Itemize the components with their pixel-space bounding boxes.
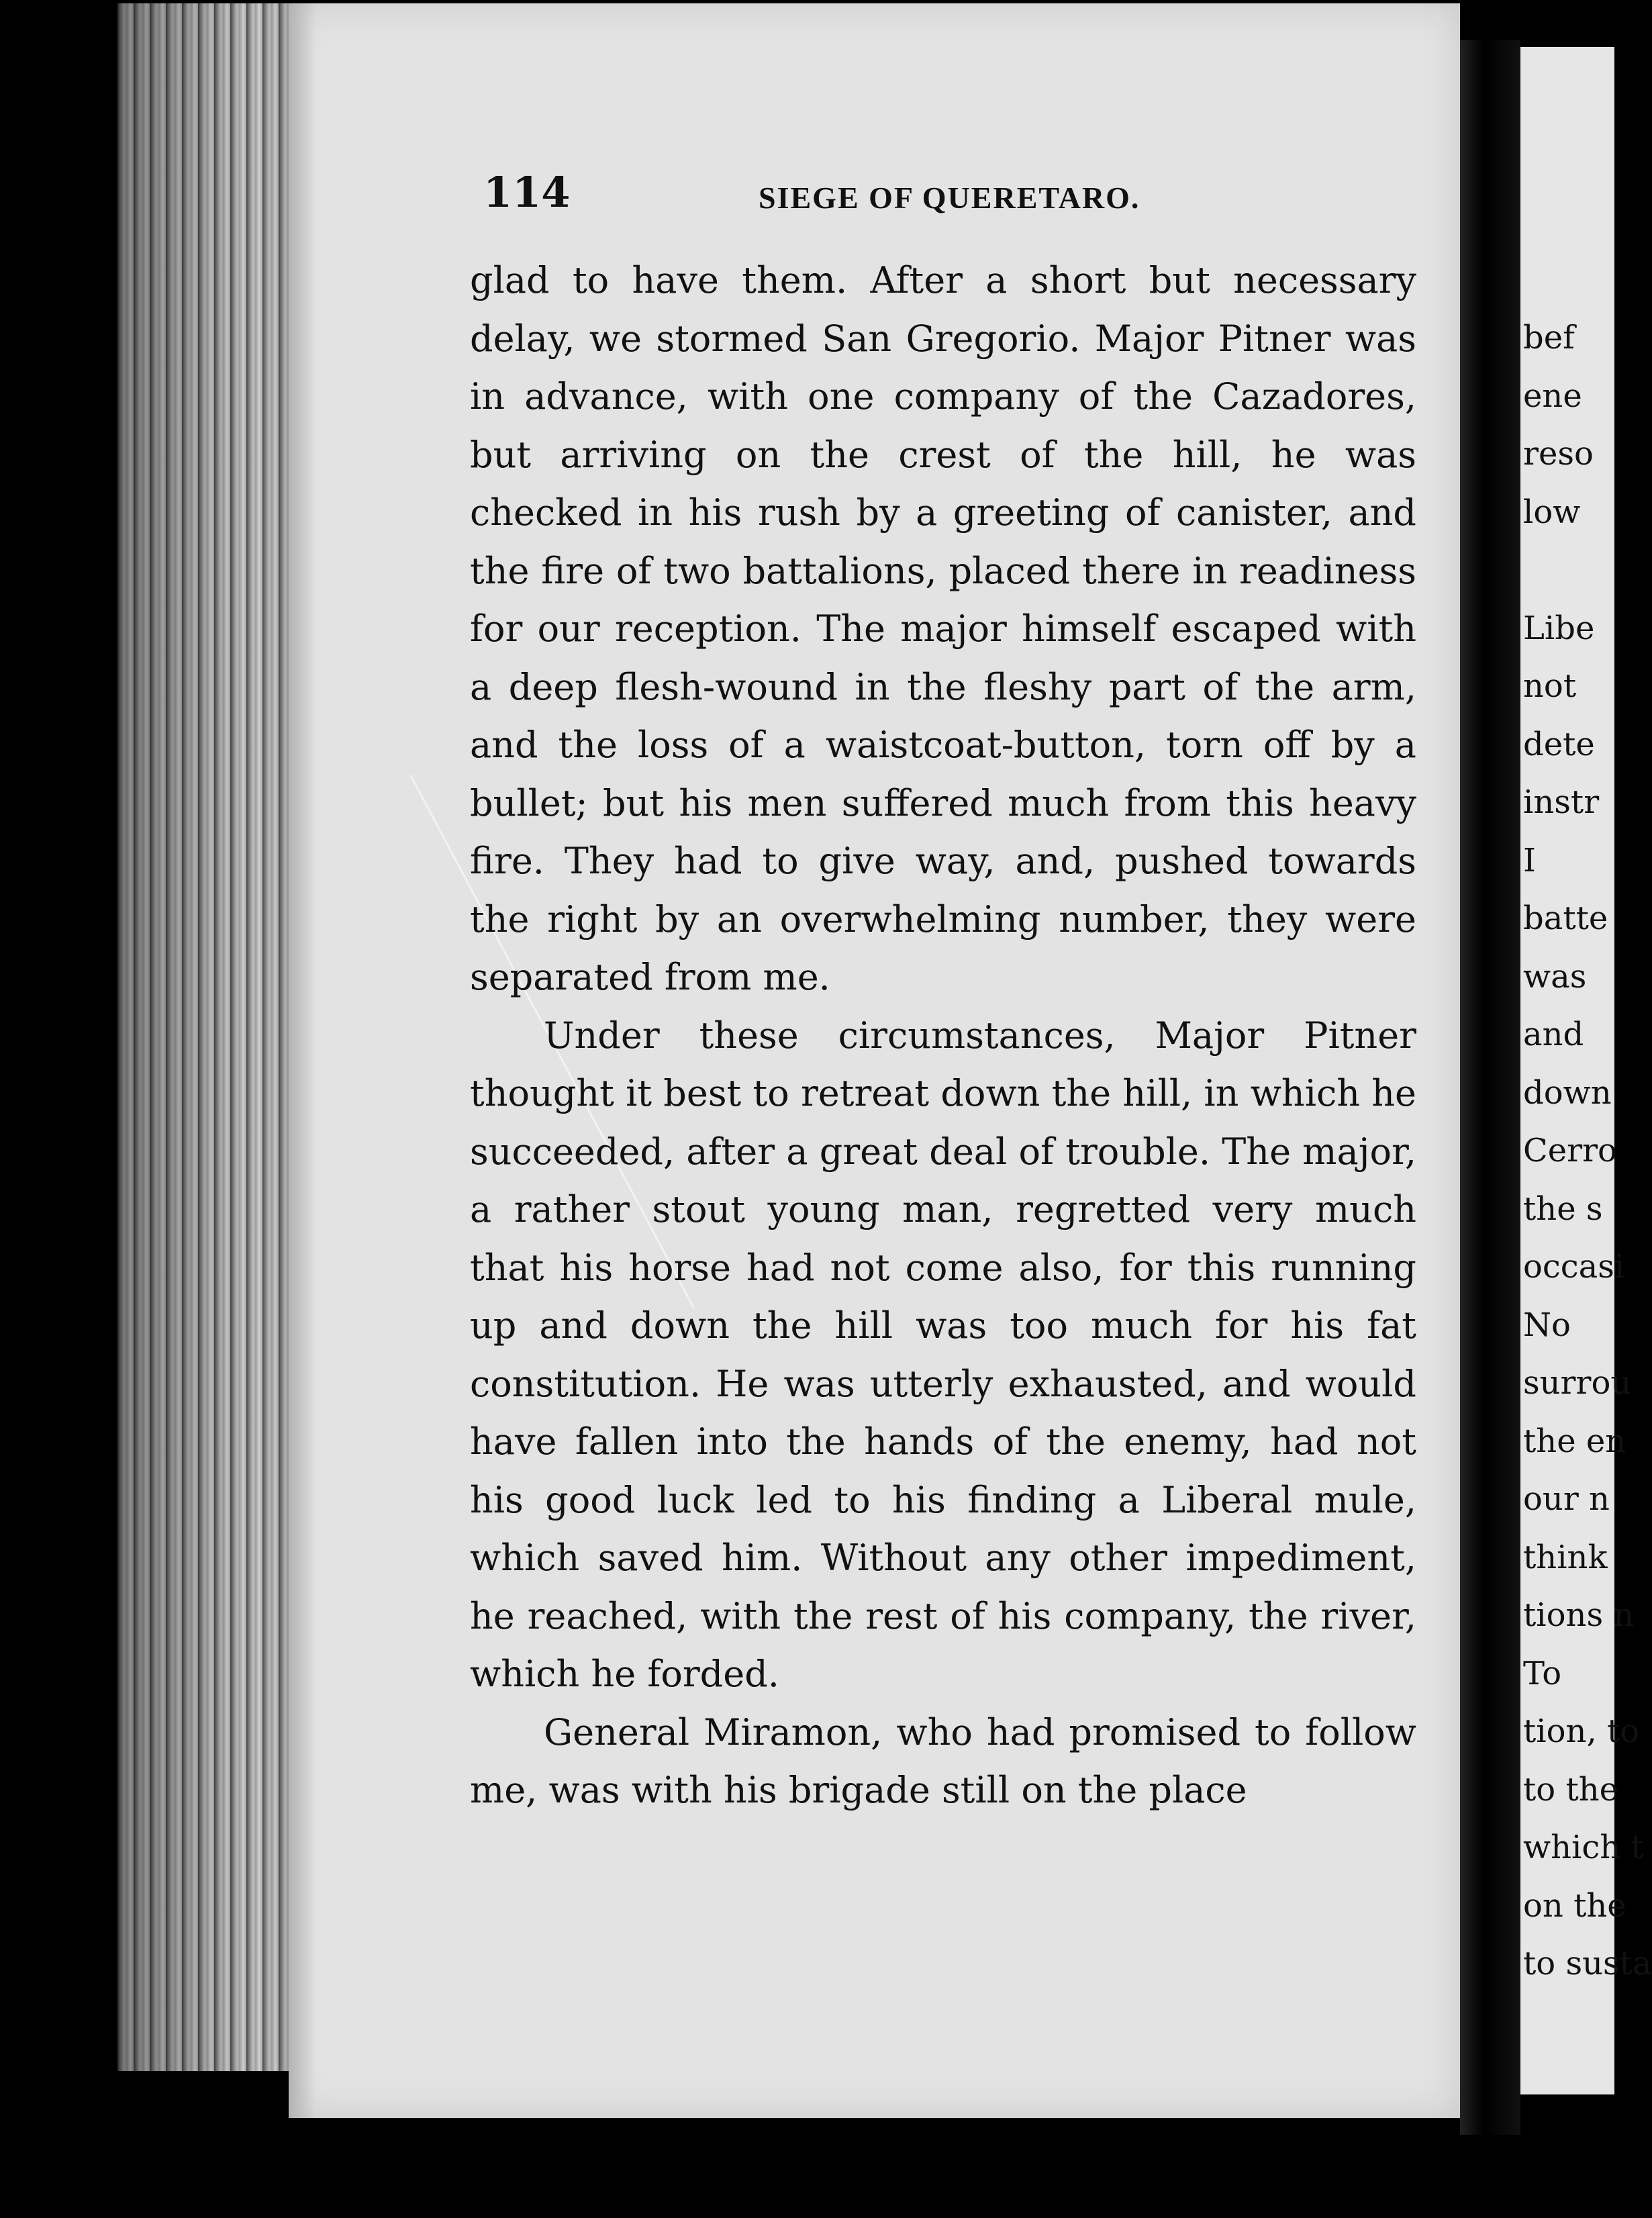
fragment-line: to the [1523, 1770, 1619, 1809]
fragment-line: and [1523, 1016, 1584, 1053]
fragment-line: surrou [1523, 1364, 1632, 1402]
fragment-line: the en [1523, 1422, 1626, 1460]
fragment-line: low [1523, 493, 1581, 531]
fragment-line: ene [1523, 377, 1582, 415]
paragraph-2: Under these circumstances, Major Pitner thought it best to retreat down the hill, in which he succeeded, after a great deal of trouble. The major, a rather stout young man, regretted very much that his horse had not come also, for this running up and down the hill was too much for his fat constitution. He was utterly exhausted, and would have fallen into the hands of the enemy, had not his good luck led to his finding a Liberal mule, which saved him. Without any other impediment, he reached, with the rest of his company, the river, which he forded. [470, 1014, 1416, 1695]
fragment-line: To [1523, 1654, 1562, 1692]
page-number: 114 [483, 168, 571, 217]
paragraph-1: glad to have them. After a short but necessary delay, we stormed San Gregorio. Major Pitner was in advance, with one company of the Cazadores, but arriving on the crest of the hill, he was checked in his rush by a greeting of canister, and the fire of two battalions, placed there in readiness for our reception. The major himself escaped with a deep flesh-wound in the fleshy part of the arm, and the loss of a waistcoat-button, torn off by a bullet; but his men suffered much from this heavy fire. They had to give way, and, pushed towards the right by an overwhelming number, they were separated from me. [470, 259, 1416, 998]
paragraph-3: General Miramon, who had promised to follow me, was with his brigade still on the place [470, 1710, 1416, 1811]
fragment-line: instr [1523, 783, 1600, 821]
fragment-line: our n [1523, 1480, 1610, 1518]
running-head: SIEGE OF QUERETARO. [759, 181, 1140, 215]
fragment-line: the s [1523, 1190, 1603, 1228]
fragment-line: down [1523, 1073, 1612, 1112]
fragment-line: dete [1523, 725, 1595, 763]
fragment-line: to susta [1523, 1945, 1652, 1982]
gutter-shadow [1460, 40, 1520, 2135]
fragment-line [1520, 541, 1652, 599]
page-header [483, 168, 1423, 242]
fragment-line: batte [1523, 900, 1608, 937]
fragment-line: not [1523, 667, 1577, 705]
fragment-line: Libe [1523, 609, 1595, 647]
fragment-line: occasi [1523, 1248, 1625, 1286]
fragment-line: which t [1523, 1829, 1644, 1866]
fragment-line: I [1523, 841, 1536, 879]
fragment-line: think [1523, 1538, 1608, 1576]
fragment-line: No [1523, 1306, 1571, 1344]
fragment-line: bef [1523, 319, 1575, 356]
fragment-line: on the [1523, 1886, 1626, 1925]
right-page-edge [1520, 47, 1652, 2094]
right-page-fragments [1520, 309, 1652, 1993]
page-block-edges [117, 3, 312, 2071]
fragment-line: reso [1523, 435, 1594, 473]
body-text [470, 252, 1416, 1820]
fragment-line: Cerro [1523, 1132, 1617, 1169]
fragment-line: was [1523, 957, 1587, 996]
fragment-line: tion, to [1523, 1713, 1640, 1750]
fragment-line: tions n [1523, 1596, 1635, 1634]
